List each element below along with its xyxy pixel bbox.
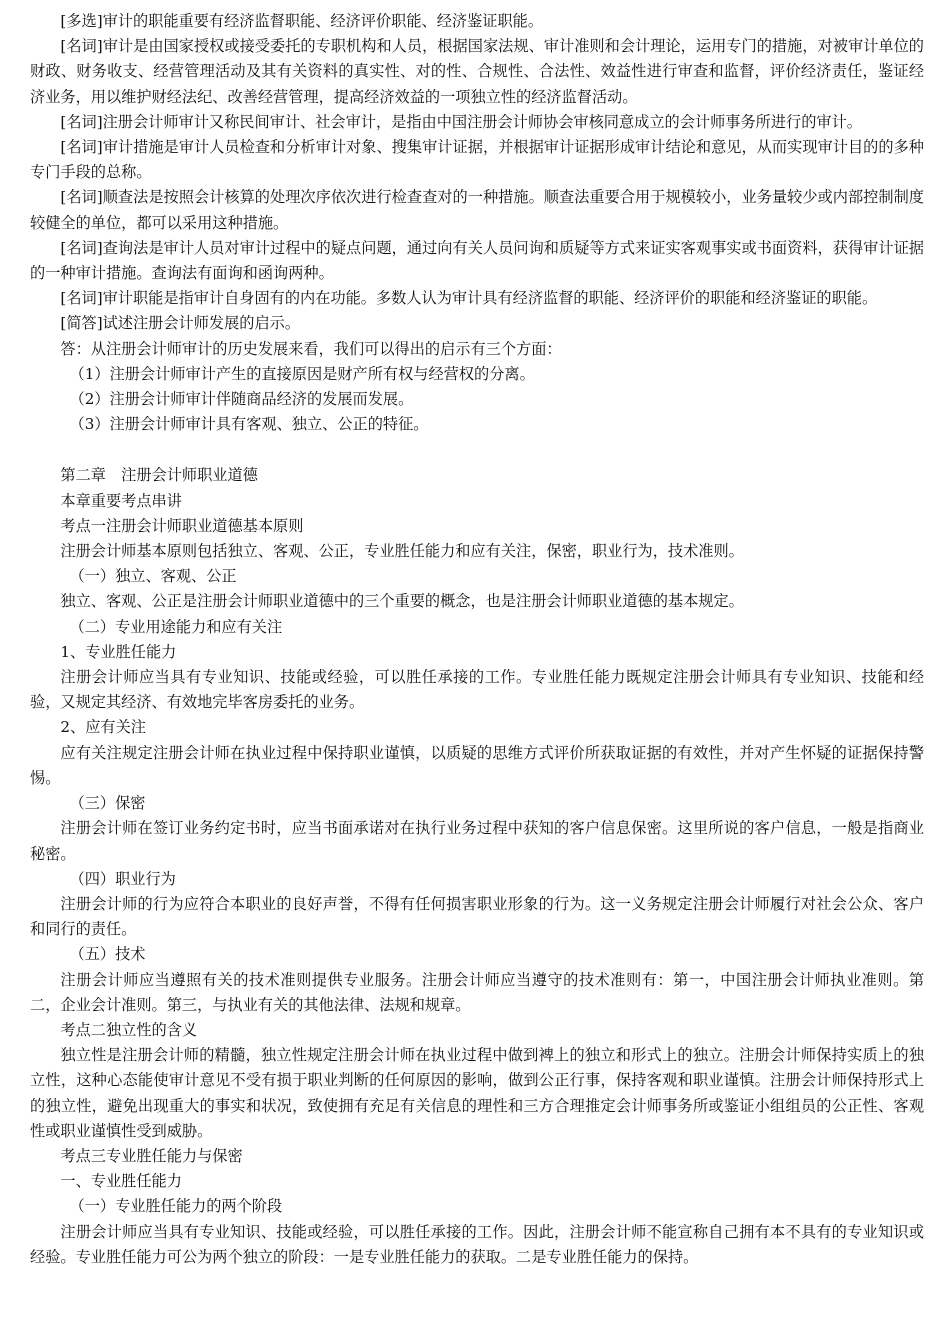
subsection-heading: （一）独立、客观、公正: [69, 567, 237, 586]
list-item: （2）注册会计师审计伴随商品经济的发展而发展。: [69, 390, 414, 409]
question-heading: [简答]试述注册会计师发展的启示。: [60, 314, 301, 333]
section-heading: 考点一注册会计师职业道德基本原则: [60, 516, 304, 535]
subsection-heading: 2、应有关注: [60, 718, 146, 737]
subsection-heading: （二）专业用途能力和应有关注: [69, 617, 283, 636]
paragraph: [名词]审计是由国家授权或接受委托的专职机构和人员，根据国家法规、审计准则和会计理论，运用专门的措施，对被审计单位的财政、财务收支、经营管理活动及其有关资料的真实性、对的性、合规性、合法性、效益性进行审查和监督，评价经济责任，鉴证经济业务，用以维护财经法纪、改善经营管理，提高经济效益的一项独立性的经济监督活动。: [30, 37, 924, 106]
subsection-heading: （四）职业行为: [69, 869, 176, 888]
subsection-heading: （一）专业胜任能力的两个阶段: [69, 1197, 283, 1216]
subsection-heading: 一、专业胜任能力: [60, 1172, 182, 1191]
paragraph: 注册会计师在签订业务约定书时，应当书面承诺对在执行业务过程中获知的客户信息保密。这里所说的客户信息，一般是指商业秘密。: [30, 819, 924, 863]
subsection-heading: 1、专业胜任能力: [60, 642, 177, 661]
chapter-title: 第二章 注册会计师职业道德: [60, 466, 258, 485]
paragraph: 注册会计师的行为应符合本职业的良好声誉，不得有任何损害职业形象的行为。这一义务规定注册会计师履行对社会公众、客户和同行的责任。: [30, 894, 924, 939]
paragraph: 应有关注规定注册会计师在执业过程中保持职业谨慎，以质疑的思维方式评价所获取证据的有效性，并对产生怀疑的证据保持警惕。: [30, 743, 924, 787]
paragraph: 注册会计师应当具有专业知识、技能或经验，可以胜任承接的工作。因此，注册会计师不能宣称自己拥有本不具有的专业知识或经验。专业胜任能力可公为两个独立的阶段：一是专业胜任能力的获取。二是专业胜任能力的保持。: [30, 1222, 924, 1266]
paragraph: [多选]审计的职能重要有经济监督职能、经济评价职能、经济鉴证职能。: [60, 12, 544, 30]
paragraph: 注册会计师应当具有专业知识、技能或经验，可以胜任承接的工作。专业胜任能力既规定注册会计师具有专业知识、技能和经验，又规定其经济、有效地完毕客房委托的业务。: [30, 668, 924, 712]
blank-line: [30, 437, 924, 463]
subsection-heading: （五）技术: [69, 945, 146, 964]
paragraph: 独立性是注册会计师的精髓，独立性规定注册会计师在执业过程中做到裨上的独立和形式上的独立。注册会计师保持实质上的独立性，这种心态能使审计意见不受有损于职业判断的任何原因的影响，做到公正行事，保持客观和职业谨慎。注册会计师保持形式上的独立性，避免出现重大的事实和状况，致使拥有充足有关信息的理性和三方合理推定会计师事务所或鉴证小组组员的公正性、客观性或职业谨慎性受到威胁。: [30, 1046, 924, 1140]
paragraph: 注册会计师应当遵照有关的技术准则提供专业服务。注册会计师应当遵守的技术准则有：第一，中国注册会计师执业准则。第二，企业会计准则。第三，与执业有关的其他法律、法规和规章。: [30, 970, 924, 1014]
section-heading: 考点二独立性的含义: [60, 1020, 198, 1039]
paragraph: [名词]顺查法是按照会计核算的处理次序依次进行检查查对的一种措施。顺查法重要合用于规模较小，业务量较少或内部控制制度较健全的单位，都可以采用这种措施。: [30, 188, 924, 232]
answer-intro: 答：从注册会计师审计的历史发展来看，我们可以得出的启示有三个方面：: [60, 339, 562, 358]
paragraph: [名词]查询法是审计人员对审计过程中的疑点问题，通过向有关人员问询和质疑等方式来证实客观事实或书面资料，获得审计证据的一种审计措施。查询法有面询和函询两种。: [30, 238, 924, 283]
list-item: （3）注册会计师审计具有客观、独立、公正的特征。: [69, 415, 429, 434]
paragraph: 注册会计师基本原则包括独立、客观、公正，专业胜任能力和应有关注，保密，职业行为，技术准则。: [60, 542, 744, 561]
paragraph: 独立、客观、公正是注册会计师职业道德中的三个重要的概念，也是注册会计师职业道德的基本规定。: [60, 592, 744, 611]
list-item: （1）注册会计师审计产生的直接原因是财产所有权与经营权的分离。: [69, 364, 535, 383]
paragraph: [名词]审计措施是审计人员检查和分析审计对象、搜集审计证据，并根据审计证据形成审计结论和意见，从而实现审计目的的多种专门手段的总称。: [30, 138, 924, 182]
paragraph: [名词]注册会计师审计又称民间审计、社会审计，是指由中国注册会计师协会审核同意成立的会计师事务所进行的审计。: [60, 112, 862, 131]
section-heading: 考点三专业胜任能力与保密: [60, 1146, 243, 1165]
subsection-heading: （三）保密: [69, 794, 146, 813]
paragraph: [名词]审计职能是指审计自身固有的内在功能。多数人认为审计具有经济监督的职能、经济评价的职能和经济鉴证的职能。: [60, 289, 878, 308]
section-heading: 本章重要考点串讲: [60, 491, 182, 510]
